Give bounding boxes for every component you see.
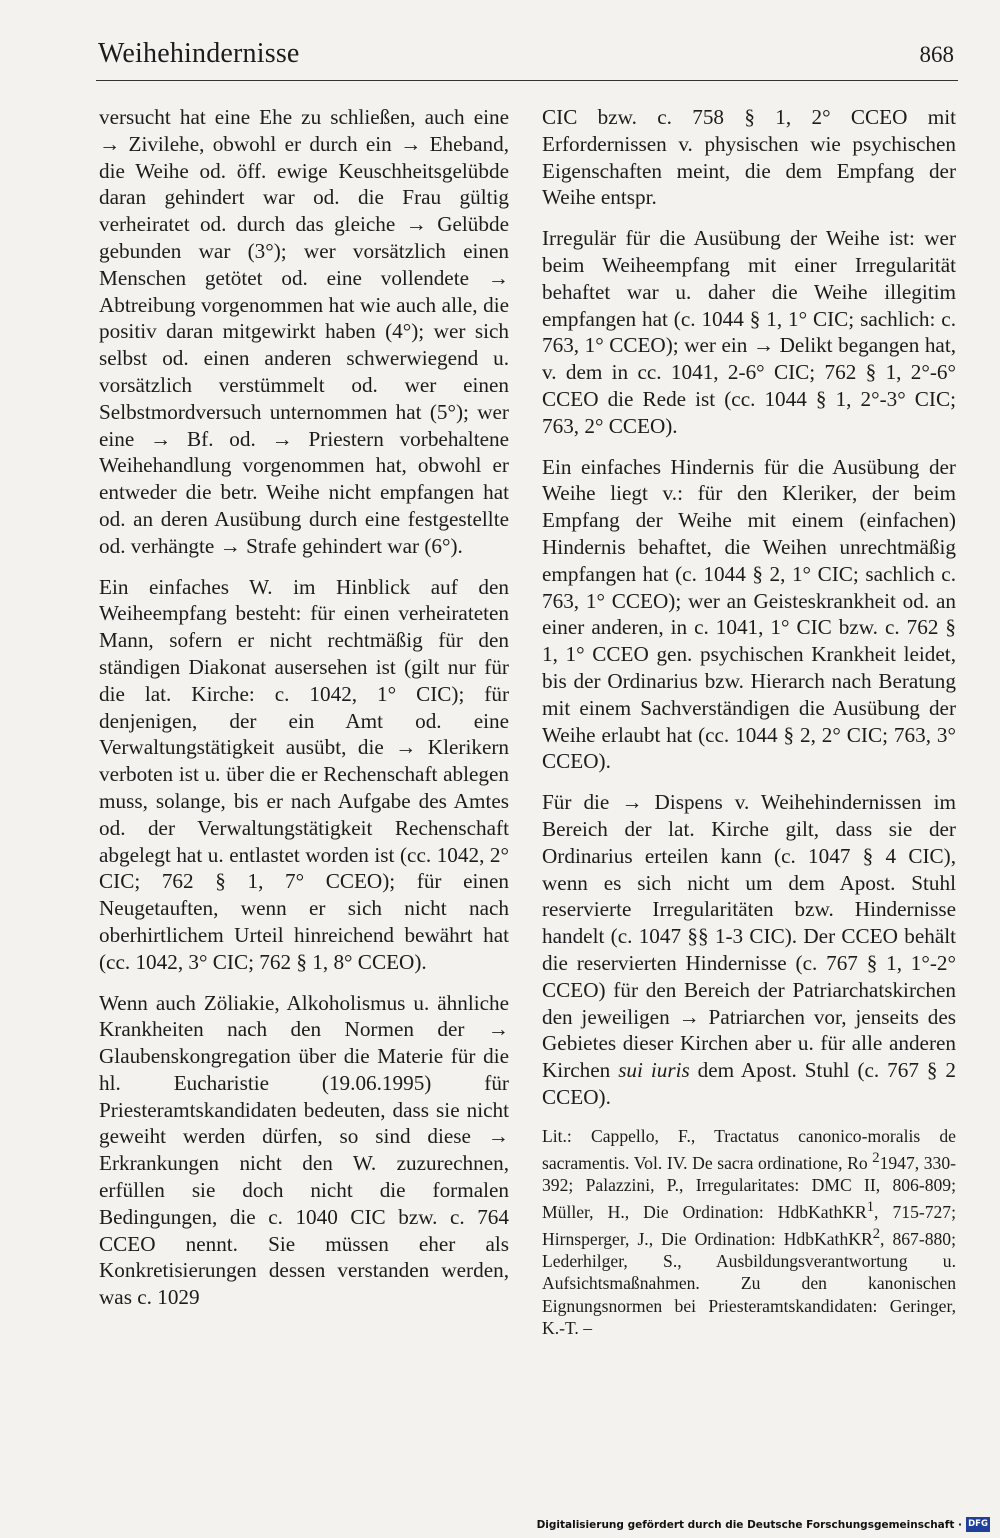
left-column [99,104,509,1325]
italic-term: sui iuris [618,1058,690,1083]
page-number: 868 [919,42,954,67]
edition-superscript-1: 2 [872,1149,880,1166]
header-rule [96,80,958,81]
paragraph-right-4-text-a: Für die → Dispens v. Weihehindernissen im Bereich der lat. Kirche gilt, dass sie der Ordinarius erteilen kann (c. 1047 § 4 CIC), wenn es sich nicht um dem Apost. Stuhl reservierte Irregularitäten bzw. Hindernisse handelt (c. 1047 §§ 1-3 CIC). Der CCEO behält die reservierten Hindernisse (c. 767 § 1, 1°-2° CCEO) für den Bereich der Patriarchatskirchen den jeweiligen → Patriarchen vor, jenseits des Gebietes dieser Kirchen aber u. für alle anderen Kirchen [542,790,956,1083]
paragraph-right-3: Ein einfaches Hindernis für die Ausübung der Weihe liegt v.: für den Kleriker, der beim Empfang der Weihe mit einem (einfachen) Hindernis behaftet, die Weihen unrechtmäßig empfangen hat (c. 1044 § 2, 1° CIC; sachlich c. 763, 1° CCEO); wer an Geisteskrankheit od. an einer anderen, in c. 1041, 1° CIC bzw. c. 762 § 1, 1° CCEO gen. psychischen Krankheit leidet, bis der Ordinarius bzw. Hierarch nach Beratung mit einem Sachverständigen die Ausübung der Weihe erlaubt hat (cc. 1044 § 2, 2° CIC; 763, 3° CCEO). [542,454,956,774]
paragraph-right-4-text-b: dem Apost. Stuhl (c. 767 § 2 CCEO). [542,1058,956,1109]
paragraph-left-2: Ein einfaches W. im Hinblick auf den Weiheempfang besteht: für einen verheirateten Mann, sofern er nicht rechtmäßig für den ständigen Diakonat ausersehen ist (gilt nur für die lat. Kirche: c. 1042, 1° CIC); für denjenigen, der ein Amt od. eine Verwaltungstätigkeit ausübt, die → Klerikern verboten ist u. über die er Rechenschaft ablegen muss, solange, bis er nach Aufgabe des Amtes od. der Verwaltungstätigkeit Rechenschaft abgelegt hat u. entlastet worden ist (cc. 1042, 2° CIC; 762 § 1, 7° CCEO); für einen Neugetauften, wenn er sich nicht nach oberhirtlichem Urteil hinreichend bewährt hat (cc. 1042, 3° CIC; 762 § 1, 8° CCEO). [99,574,509,974]
digitization-credit: Digitalisierung gefördert durch die Deutsche Forschungsgemeinschaft · [536,1518,962,1531]
dfg-logo-icon: DFG [966,1517,990,1532]
paragraph-right-2: Irregulär für die Ausübung der Weihe ist: wer beim Weiheempfang mit einer Irregularität behaftet war u. daher die Weihe illegitim empfangen hat (c. 1044 § 1, 1° CIC; sachlich: c. 763, 1° CCEO); wer ein → Delikt begangen hat, v. dem in cc. 1041, 2-6° CIC; 762 § 1, 2°-6° CCEO die Rede ist (cc. 1044 § 1, 2°-3° CIC; 763, 2° CCEO). [542,226,956,438]
paragraph-left-1: versucht hat eine Ehe zu schließen, auch eine → Zivilehe, obwohl er durch ein → Eheband, die Weihe od. öff. ewige Keuschheitsgelübde daran gehindert war od. die Frau gültig verheiratet od. durch das gleiche → Gelübde gebunden war (3°); wer vorsätzlich einen Menschen getötet od. eine vollendete → Abtreibung vorgenommen hat wie auch alle, die positiv daran mitgewirkt haben (4°); wer sich selbst od. einen anderen schwerwiegend u. vorsätzlich verstümmelt od. wer einen Selbstmordversuch unternommen hat (5°); wer eine → Bf. od. → Priestern vorbehaltene Weihehandlung vorgenommen hat, obwohl er entweder die betr. Weihe nicht empfangen hat od. an deren Ausübung durch eine festgestellte od. verhängte → Strafe gehindert war (6°). [99,105,509,558]
literature-text-a: Lit.: Cappello, F., Tractatus canonico-moralis de sacramentis. Vol. IV. De sacra ordinatione, Ro [542,1125,956,1173]
edition-superscript-2: 1 [866,1199,875,1216]
paragraph-right-1: CIC bzw. c. 758 § 1, 2° CCEO mit Erfordernissen v. physischen wie psychischen Eigenschaften meint, die dem Empfang der Weihe entspr. [542,105,956,210]
literature-section [542,1125,956,1339]
paragraph-left-3: Wenn auch Zöliakie, Alkoholismus u. ähnliche Krankheiten nach den Normen der → Glaubenskongregation über die Materie für die hl. Eucharistie (19.06.1995) für Priesteramtskandidaten bedeuten, dass sie nicht geweiht werden dürfen, so sind diese → Erkrankungen nicht den W. zuzurechnen, erfüllen sie doch nicht die formalen Bedingungen, die c. 1040 CIC bzw. c. 764 CCEO nennt. Sie müssen eher als Konkretisierungen dessen verstanden werden, was c. 1029 [99,990,509,1310]
edition-superscript-3: 2 [872,1226,881,1243]
running-header-title: Weihehindernisse [98,38,300,69]
literature-text-c: , 715-727; Hirnsperger, J., Die Ordination: HdbKathKR [542,1202,956,1250]
paragraph-right-4 [542,789,956,1111]
literature-text-d: , 867-880; Lederhilger, S., Ausbildungsverantwortung u. Aufsichtsmaßnahmen. Zu den kanonischen Eignungsnormen bei Priesteramtskandidaten: Geringer, K.-T. – [542,1229,956,1338]
right-column [542,104,956,1353]
digitization-footer [537,1517,990,1532]
literature-text-b: 1947, 330-392; Palazzini, P., Irregularitates: DMC II, 806-809; Müller, H., Die Ordination: HdbKathKR [542,1152,956,1223]
